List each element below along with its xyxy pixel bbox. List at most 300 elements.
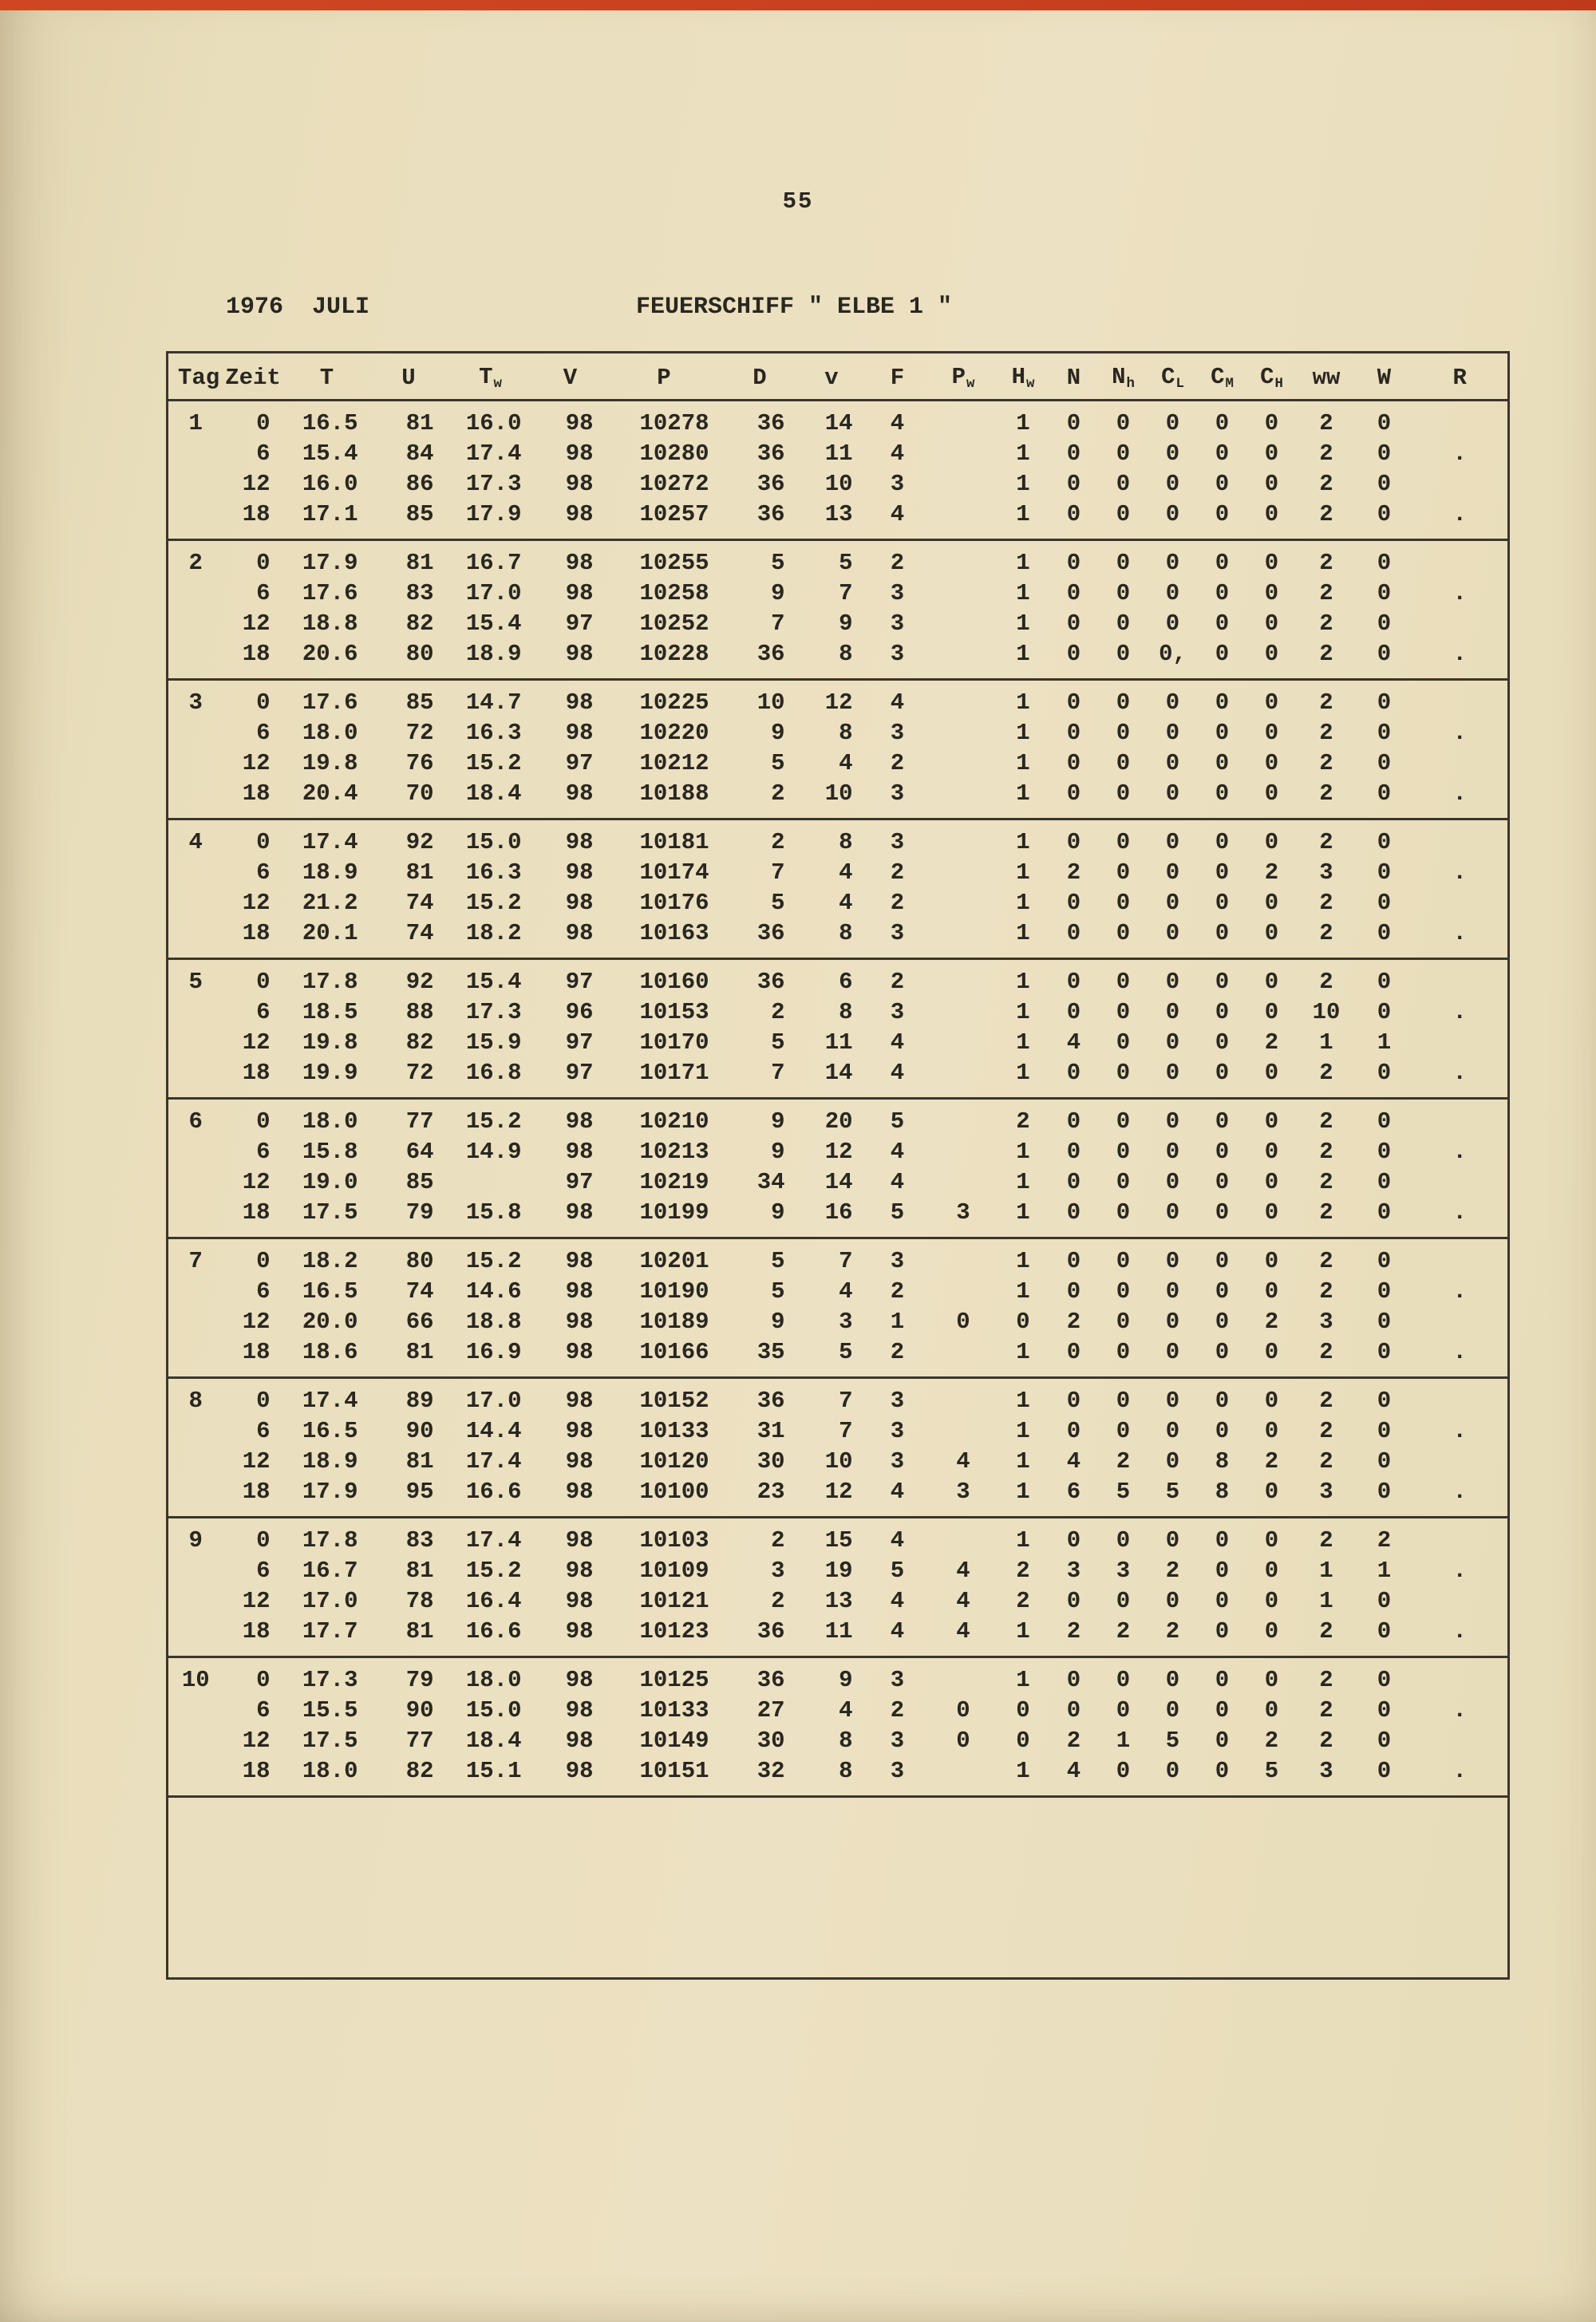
cell-t: 18.6: [302, 1338, 358, 1365]
cell-nh: 2: [1116, 1447, 1131, 1475]
cell-ww: 2: [1319, 549, 1333, 576]
cell-u: 74: [405, 1277, 434, 1305]
cell-tag: 10: [181, 1666, 210, 1693]
cell-tag: [168, 1058, 223, 1099]
cell-tw: 15.8: [465, 1199, 522, 1226]
cell-t: 17.4: [302, 828, 358, 855]
day-group-9: [168, 1517, 1509, 1657]
cell-w: 0: [1377, 1447, 1392, 1475]
cell-pw: [930, 858, 998, 888]
cell-u: 70: [405, 780, 434, 807]
cell-d: 5: [771, 1247, 785, 1274]
cell-d: 36: [757, 919, 785, 946]
cell-cl: 0: [1165, 719, 1180, 746]
cell-v: 98: [565, 828, 594, 855]
cell-tw: 15.9: [465, 1029, 522, 1056]
cell-hw: 1: [1016, 640, 1030, 667]
cell-r: [1412, 1586, 1509, 1617]
cell-w: 0: [1377, 500, 1392, 527]
cell-zeit: 18: [242, 1059, 271, 1086]
cell-f: 3: [890, 1447, 905, 1475]
cell-r: .: [1452, 500, 1467, 527]
cell-cm: 0: [1215, 1557, 1230, 1584]
cell-v: 98: [565, 409, 594, 436]
cell-ch: 0: [1264, 579, 1279, 606]
cell-tw: [447, 1167, 535, 1198]
cell-tag: [168, 779, 223, 819]
cell-hw: 1: [1016, 1168, 1030, 1195]
cell-tag: [168, 500, 223, 540]
station-name: FEUERSCHIFF " ELBE 1 ": [636, 294, 953, 321]
cell-pw: [930, 958, 998, 997]
cell-cm: 0: [1215, 1526, 1230, 1554]
cell-tag: 6: [188, 1108, 203, 1135]
cell-v: 7: [839, 1387, 853, 1414]
cell-w: 0: [1377, 719, 1392, 746]
cell-u: 79: [405, 1666, 434, 1693]
col-header-w: W: [1377, 364, 1392, 391]
col-header-u: U: [401, 364, 416, 391]
cell-cm: 0: [1215, 1417, 1230, 1444]
cell-n: 0: [1066, 1138, 1081, 1165]
cell-t: 18.9: [302, 859, 358, 886]
cell-v: 98: [565, 440, 594, 467]
cell-cm: 0: [1215, 1138, 1230, 1165]
cell-nh: 0: [1116, 1029, 1131, 1056]
cell-zeit: 6: [256, 440, 271, 467]
cell-ww: 3: [1319, 1478, 1333, 1505]
cell-r: .: [1452, 440, 1467, 467]
table-row: [168, 819, 1509, 858]
cell-ww: 2: [1319, 1526, 1333, 1554]
cell-n: 0: [1066, 780, 1081, 807]
cell-w: 0: [1377, 1757, 1392, 1784]
cell-ww: 2: [1319, 1338, 1333, 1365]
cell-v: 10: [824, 780, 853, 807]
cell-n: 0: [1066, 1587, 1081, 1614]
cell-v: 9: [839, 1666, 853, 1693]
cell-v: 98: [565, 1277, 594, 1305]
cell-tag: [168, 1277, 223, 1307]
cell-ch: 0: [1264, 968, 1279, 995]
empty-row: [168, 1796, 1509, 1978]
cell-v: 96: [565, 998, 594, 1025]
cell-d: 2: [771, 780, 785, 807]
cell-v: 14: [824, 1059, 853, 1086]
cell-f: 2: [890, 859, 905, 886]
cell-p: 10199: [639, 1199, 709, 1226]
cell-hw: 1: [1016, 1478, 1030, 1505]
col-header-p: P: [657, 364, 671, 391]
cell-cl: 0: [1165, 998, 1180, 1025]
report-period: 1976 JULI: [226, 294, 370, 321]
col-header-r: R: [1452, 364, 1467, 391]
cell-p: 10174: [639, 859, 709, 886]
cell-ww: 2: [1319, 440, 1333, 467]
cell-ch: 0: [1264, 1277, 1279, 1305]
cell-w: 0: [1377, 689, 1392, 716]
cell-ww: 3: [1319, 859, 1333, 886]
cell-f: 3: [890, 1666, 905, 1693]
cell-tag: [168, 1586, 223, 1617]
cell-tag: [168, 1307, 223, 1337]
cell-cm: 0: [1215, 470, 1230, 497]
title-row: [0, 294, 1596, 322]
table-row: [168, 1167, 1509, 1198]
cell-p: 10103: [639, 1526, 709, 1554]
cell-d: 5: [771, 1029, 785, 1056]
cell-r: .: [1452, 1617, 1467, 1645]
cell-nh: 0: [1116, 1587, 1131, 1614]
table-row: [168, 679, 1509, 718]
cell-t: 18.0: [302, 1757, 358, 1784]
cell-cm: 0: [1215, 1108, 1230, 1135]
cell-f: 3: [890, 579, 905, 606]
cell-w: 0: [1377, 919, 1392, 946]
cell-t: 17.9: [302, 549, 358, 576]
cell-r: .: [1452, 1277, 1467, 1305]
table-row: [168, 1517, 1509, 1556]
cell-ww: 3: [1319, 1308, 1333, 1335]
cell-ch: 0: [1264, 1417, 1279, 1444]
cell-ww: 2: [1319, 1447, 1333, 1475]
cell-f: 2: [890, 549, 905, 576]
cell-tag: [168, 918, 223, 959]
col-header-zeit: Zeit: [225, 364, 281, 391]
cell-tag: 9: [188, 1526, 203, 1554]
cell-u: 80: [405, 1247, 434, 1274]
cell-v: 8: [839, 719, 853, 746]
cell-zeit: 6: [256, 998, 271, 1025]
cell-v: 8: [839, 1757, 853, 1784]
cell-zeit: 0: [256, 549, 271, 576]
cell-zeit: 6: [256, 1696, 271, 1724]
cell-w: 0: [1377, 1277, 1392, 1305]
cell-v: 5: [839, 1338, 853, 1365]
cell-cl: 0: [1165, 1526, 1180, 1554]
cell-d: 5: [771, 1277, 785, 1305]
cell-n: 0: [1066, 470, 1081, 497]
cell-ww: 2: [1319, 1617, 1333, 1645]
cell-pw: [930, 888, 998, 918]
cell-cl: 0: [1165, 1757, 1180, 1784]
cell-pw: [930, 609, 998, 639]
cell-t: 20.6: [302, 640, 358, 667]
cell-ww: 2: [1319, 1417, 1333, 1444]
cell-ww: 2: [1319, 889, 1333, 916]
cell-v: 13: [824, 1587, 853, 1614]
cell-t: 17.7: [302, 1617, 358, 1645]
cell-tag: [168, 1337, 223, 1378]
cell-tag: [168, 1137, 223, 1167]
cell-f: 4: [890, 1059, 905, 1086]
cell-cm: 0: [1215, 1059, 1230, 1086]
cell-nh: 0: [1116, 500, 1131, 527]
cell-tag: [168, 718, 223, 748]
cell-pw: [930, 1657, 998, 1696]
cell-ww: 2: [1319, 1727, 1333, 1754]
cell-w: 0: [1377, 1308, 1392, 1335]
table-row: [168, 469, 1509, 500]
cell-t: 19.9: [302, 1059, 358, 1086]
cell-tw: 16.6: [465, 1478, 522, 1505]
cell-v: 98: [565, 859, 594, 886]
cell-nh: 0: [1116, 1059, 1131, 1086]
cell-tag: [168, 609, 223, 639]
table-row: [168, 1657, 1509, 1696]
cell-tw: 16.8: [465, 1059, 522, 1086]
cell-cl: 0: [1165, 968, 1180, 995]
cell-w: 0: [1377, 1199, 1392, 1226]
cell-d: 5: [771, 889, 785, 916]
cell-p: 10272: [639, 470, 709, 497]
cell-u: 85: [405, 689, 434, 716]
cell-v: 11: [824, 1029, 853, 1056]
cell-nh: 0: [1116, 828, 1131, 855]
cell-f: 3: [890, 1757, 905, 1784]
scan-edge-bar: [0, 0, 1596, 10]
cell-f: 3: [890, 828, 905, 855]
cell-hw: 1: [1016, 889, 1030, 916]
cell-v: 98: [565, 719, 594, 746]
cell-zeit: 6: [256, 859, 271, 886]
cell-r: [1412, 748, 1509, 779]
cell-n: 0: [1066, 640, 1081, 667]
cell-r: [1412, 1517, 1509, 1556]
day-group-5: [168, 958, 1509, 1098]
cell-w: 0: [1377, 1617, 1392, 1645]
cell-d: 7: [771, 859, 785, 886]
cell-f: 2: [890, 1696, 905, 1724]
cell-v: 98: [565, 1587, 594, 1614]
table-header: [168, 353, 1509, 401]
table-row: [168, 1028, 1509, 1058]
cell-r: [1412, 1447, 1509, 1477]
cell-nh: 0: [1116, 919, 1131, 946]
cell-tag: [168, 1416, 223, 1447]
cell-v: 98: [565, 1338, 594, 1365]
cell-nh: 0: [1116, 1277, 1131, 1305]
cell-tag: [168, 579, 223, 609]
cell-zeit: 6: [256, 579, 271, 606]
cell-p: 10219: [639, 1168, 709, 1195]
cell-t: 18.0: [302, 719, 358, 746]
cell-v: 97: [565, 1029, 594, 1056]
cell-hw: 1: [1016, 409, 1030, 436]
cell-w: 0: [1377, 749, 1392, 776]
cell-nh: 1: [1116, 1727, 1131, 1754]
col-header-tag: Tag: [178, 364, 220, 391]
cell-w: 0: [1377, 1666, 1392, 1693]
cell-d: 2: [771, 998, 785, 1025]
cell-t: 17.9: [302, 1478, 358, 1505]
cell-cl: 0: [1165, 1059, 1180, 1086]
table-row: [168, 858, 1509, 888]
cell-f: 3: [890, 470, 905, 497]
cell-zeit: 18: [242, 1338, 271, 1365]
cell-n: 0: [1066, 1247, 1081, 1274]
cell-w: 0: [1377, 1587, 1392, 1614]
cell-r: .: [1452, 1557, 1467, 1584]
cell-hw: 1: [1016, 719, 1030, 746]
cell-f: 3: [890, 1247, 905, 1274]
cell-tw: 17.4: [465, 1447, 522, 1475]
cell-v: 98: [565, 1247, 594, 1274]
table-row: [168, 1377, 1509, 1416]
cell-v: 15: [824, 1526, 853, 1554]
cell-pw: [930, 1238, 998, 1277]
cell-w: 1: [1377, 1029, 1392, 1056]
cell-u: 80: [405, 640, 434, 667]
cell-v: 10: [824, 1447, 853, 1475]
cell-tag: [168, 1696, 223, 1726]
table-row: [168, 958, 1509, 997]
cell-ww: 2: [1319, 579, 1333, 606]
cell-d: 10: [757, 689, 785, 716]
cell-w: 0: [1377, 1387, 1392, 1414]
cell-v: 8: [839, 998, 853, 1025]
cell-cl: 0: [1165, 749, 1180, 776]
cell-ch: 0: [1264, 889, 1279, 916]
cell-f: 5: [890, 1108, 905, 1135]
cell-ww: 2: [1319, 719, 1333, 746]
cell-p: 10181: [639, 828, 709, 855]
cell-cl: 0: [1165, 1666, 1180, 1693]
cell-t: 16.5: [302, 1417, 358, 1444]
cell-r: [1412, 609, 1509, 639]
cell-f: 3: [890, 780, 905, 807]
cell-hw: 1: [1016, 1757, 1030, 1784]
cell-tw: 15.0: [465, 828, 522, 855]
cell-hw: 1: [1016, 440, 1030, 467]
cell-v: 98: [565, 1617, 594, 1645]
cell-v: 98: [565, 1199, 594, 1226]
cell-t: 16.5: [302, 1277, 358, 1305]
cell-v: 4: [839, 889, 853, 916]
cell-tag: 8: [188, 1387, 203, 1414]
cell-tw: 17.0: [465, 579, 522, 606]
cell-r: .: [1452, 1478, 1467, 1505]
table-row: [168, 1756, 1509, 1797]
cell-p: 10170: [639, 1029, 709, 1056]
col-header-t: T: [319, 364, 334, 391]
cell-u: 85: [405, 1168, 434, 1195]
cell-p: 10252: [639, 610, 709, 637]
cell-tw: 18.8: [465, 1308, 522, 1335]
cell-w: 0: [1377, 1059, 1392, 1086]
cell-f: 3: [890, 1417, 905, 1444]
col-header-v: v: [824, 364, 839, 391]
cell-d: 36: [757, 1617, 785, 1645]
cell-pw: [930, 918, 998, 959]
cell-ch: 0: [1264, 1557, 1279, 1584]
cell-cl: 0: [1165, 500, 1180, 527]
cell-v: 5: [839, 549, 853, 576]
cell-tw: 17.4: [465, 440, 522, 467]
cell-d: 34: [757, 1168, 785, 1195]
cell-cl: 0: [1165, 1696, 1180, 1724]
cell-tw: 18.9: [465, 640, 522, 667]
cell-d: 35: [757, 1338, 785, 1365]
cell-w: 0: [1377, 549, 1392, 576]
cell-r: [1412, 539, 1509, 579]
cell-w: 0: [1377, 780, 1392, 807]
cell-tw: 14.7: [465, 689, 522, 716]
cell-tw: 14.9: [465, 1138, 522, 1165]
cell-ch: 0: [1264, 1168, 1279, 1195]
cell-ww: 1: [1319, 1557, 1333, 1584]
cell-nh: 0: [1116, 1387, 1131, 1414]
cell-p: 10228: [639, 640, 709, 667]
weather-table: [166, 351, 1510, 1980]
cell-cm: 0: [1215, 889, 1230, 916]
cell-zeit: 0: [256, 828, 271, 855]
cell-r: [1412, 1028, 1509, 1058]
cell-cl: 0: [1165, 689, 1180, 716]
cell-tag: [168, 748, 223, 779]
table-row: [168, 1098, 1509, 1137]
cell-pw: [930, 1028, 998, 1058]
table-footer-space: [168, 1796, 1509, 1978]
cell-ww: 2: [1319, 640, 1333, 667]
cell-ww: 2: [1319, 1168, 1333, 1195]
cell-pw: [930, 539, 998, 579]
cell-tag: 7: [188, 1247, 203, 1274]
cell-d: 2: [771, 1526, 785, 1554]
cell-n: 0: [1066, 719, 1081, 746]
table-row: [168, 748, 1509, 779]
cell-pw: [930, 1098, 998, 1137]
cell-ww: 2: [1319, 1108, 1333, 1135]
cell-nh: 0: [1116, 470, 1131, 497]
cell-v: 98: [565, 1557, 594, 1584]
cell-ch: 0: [1264, 1108, 1279, 1135]
cell-n: 0: [1066, 1696, 1081, 1724]
cell-zeit: 6: [256, 1417, 271, 1444]
cell-r: [1412, 679, 1509, 718]
cell-u: 85: [405, 500, 434, 527]
cell-v: 98: [565, 1417, 594, 1444]
cell-zeit: 12: [242, 1168, 271, 1195]
cell-nh: 0: [1116, 1666, 1131, 1693]
cell-t: 17.5: [302, 1199, 358, 1226]
cell-u: 82: [405, 1757, 434, 1784]
cell-ww: 1: [1319, 1029, 1333, 1056]
cell-u: 76: [405, 749, 434, 776]
cell-v: 98: [565, 780, 594, 807]
cell-tag: [168, 439, 223, 469]
cell-tw: 18.4: [465, 1727, 522, 1754]
cell-nh: 0: [1116, 610, 1131, 637]
cell-tw: 18.0: [465, 1666, 522, 1693]
cell-cl: 0: [1165, 859, 1180, 886]
cell-r: [1412, 1167, 1509, 1198]
cell-p: 10220: [639, 719, 709, 746]
cell-p: 10163: [639, 919, 709, 946]
cell-v: 4: [839, 749, 853, 776]
cell-tag: [168, 1556, 223, 1586]
cell-d: 2: [771, 828, 785, 855]
cell-r: [1412, 1238, 1509, 1277]
cell-ch: 2: [1264, 1308, 1279, 1335]
cell-p: 10160: [639, 968, 709, 995]
table-row: [168, 1477, 1509, 1518]
cell-hw: 1: [1016, 1447, 1030, 1475]
cell-t: 17.4: [302, 1387, 358, 1414]
cell-n: 0: [1066, 610, 1081, 637]
cell-d: 36: [757, 1666, 785, 1693]
cell-hw: 1: [1016, 919, 1030, 946]
